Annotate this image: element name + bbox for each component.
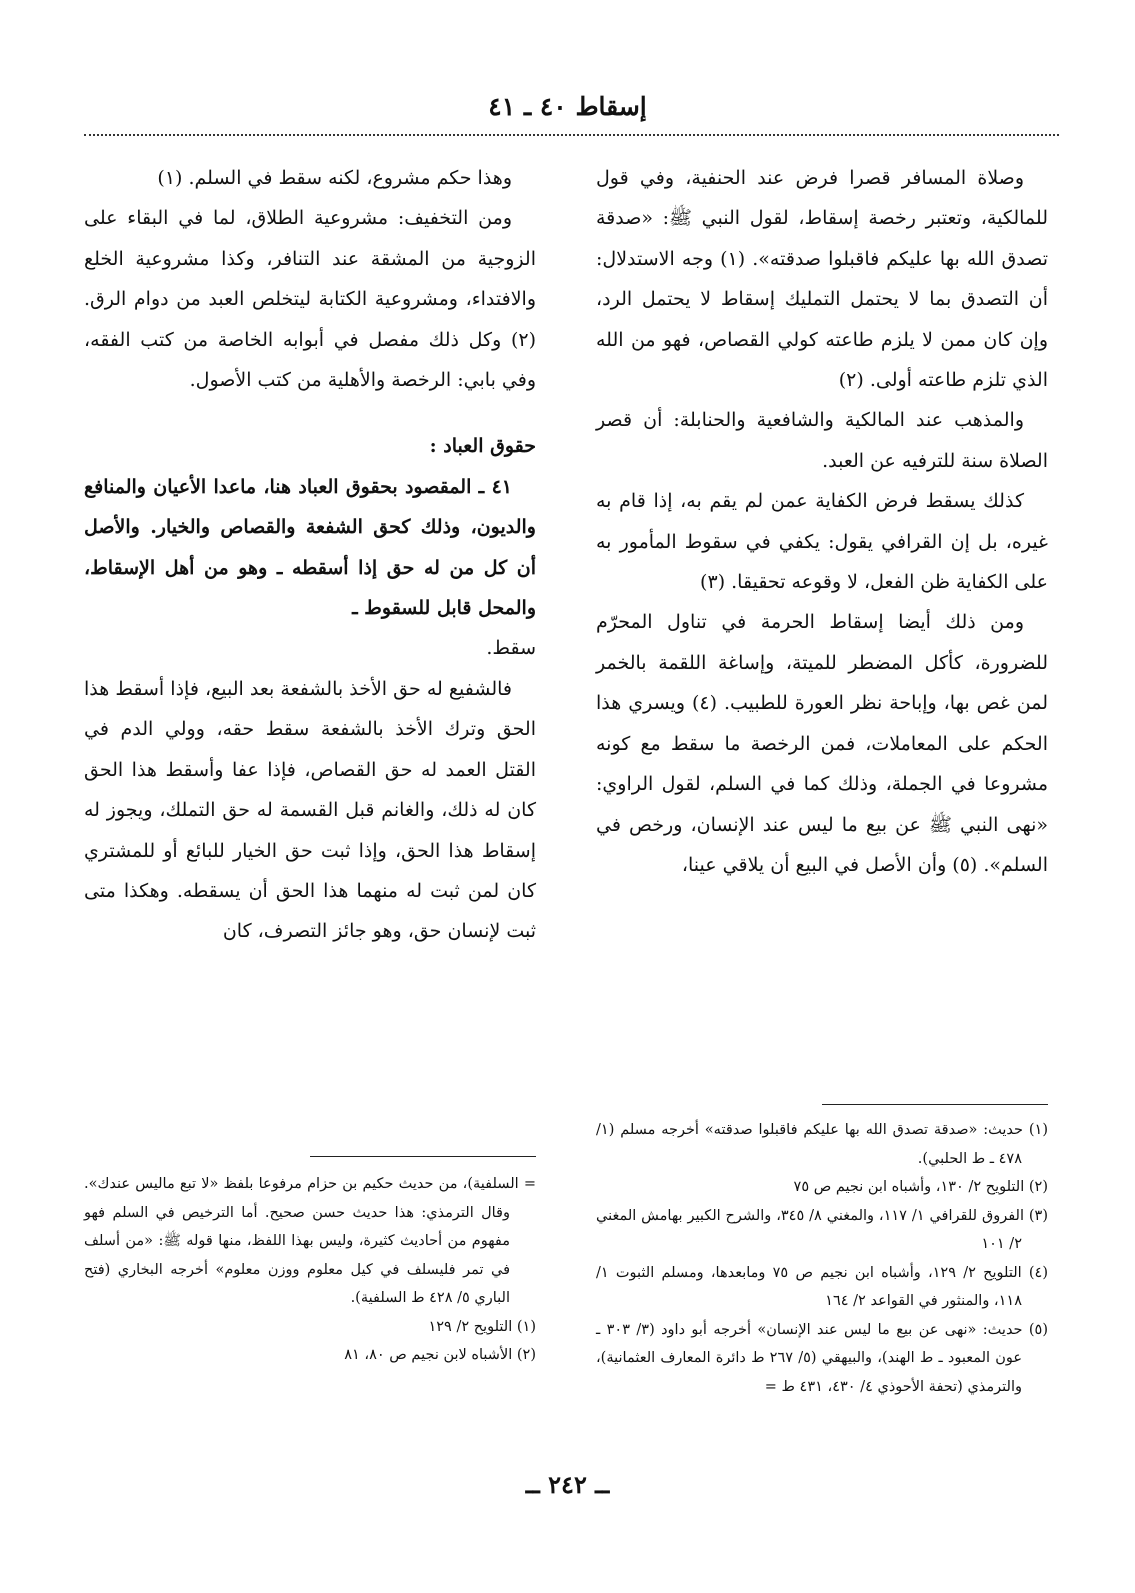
footnote: (٥) حديث: «نهى عن بيع ما ليس عند الإنسان» أخرجه أبو داود (٣/ ٣٠٣ ـ عون المعبود ـ ط الهند)، والبيهقي (٥/ ٢٦٧ ط دائرة المعارف العثمانية)، والترمذي (تحفة الأحوذي ٤/ ٤٣٠، ٤٣١ ط = (596, 1321, 1049, 1395)
left-column (84, 158, 536, 952)
paragraph: ومن التخفيف: مشروعية الطلاق، لما في البقاء على الزوجية من المشقة عند التنافر، وكذا مشروعية الخلع والافتداء، ومشروعية الكتابة ليتخلص العبد من دوام الرق. (٢) وكل ذلك مفصل في أبوابه الخاصة من كتب الفقه، وفي بابي: الرخصة والأهلية من كتب الأصول. (84, 207, 536, 392)
paragraph: وهذا حكم مشروع، لكنه سقط في السلم. (١) (157, 167, 512, 189)
section-title: حقوق العباد : (429, 435, 536, 458)
paragraph: فالشفيع له حق الأخذ بالشفعة بعد البيع، فإذا أسقط هذا الحق وترك الأخذ بالشفعة سقط حقه، وولي الدم في القتل العمد له حق القصاص، فإذا عفا وأسقط هذا الحق كان له ذلك، والغانم قبل القسمة له حق التملك، ويجوز له إسقاط هذا الحق، وإذا ثبت حق الخيار للبائع أو للمشتري كان لمن ثبت له منهما هذا الحق أن يسقطه. وهكذا متى ثبت لإنسان حق، وهو جائز التصرف، كان (84, 677, 536, 943)
running-header: إسقاط ٤٠ ـ ٤١ (488, 92, 647, 121)
footnote-rule (310, 1156, 536, 1157)
footnote-continuation: = السلفية)، من حديث حكيم بن حزام مرفوعا بلفظ «لا تبع ماليس عندك». وقال الترمذي: هذا حديث حسن صحيح. أما الترخيص في السلم فهو مفهوم من أحاديث كثيرة، وليس بهذا اللفظ، منها قوله ﷺ: «من أسلف في تمر فليسلف في كيل معلوم ووزن معلوم» أخرجه البخاري (فتح الباري ٥/ ٤٢٨ ط السلفية). (84, 1176, 536, 1306)
footnotes-right (596, 1116, 1048, 1401)
footnote: (٤) التلويح ٢/ ١٢٩، وأشباه ابن نجيم ص ٧٥ ومابعدها، ومسلم الثبوت ١/ ١١٨، والمنثور في القواعد ٢/ ١٦٤ (596, 1264, 1048, 1309)
footnote-rule (822, 1104, 1048, 1105)
paragraph: ومن ذلك أيضا إسقاط الحرمة في تناول المحرّم للضرورة، كأكل المضطر للميتة، وإساغة اللقمة بالخمر لمن غص بها، وإباحة نظر العورة للطبيب. (٤) ويسري هذا الحكم على المعاملات، فمن الرخصة ما سقط مع كونه مشروعا في الجملة، وذلك كما في السلم، لقول الراوي: «نهى النبي ﷺ عن بيع ما ليس عند الإنسان، ورخص في السلم». (٥) وأن الأصل في البيع أن يلاقي عينا، (596, 611, 1049, 876)
paragraph: كذلك يسقط فرض الكفاية عمن لم يقم به، إذا قام به غيره، بل إن القرافي يقول: يكفي في سقوط المأمور به على الكفاية ظن الفعل، لا وقوعه تحقيقا. (٣) (596, 490, 1048, 594)
footnote: (١) التلويح ٢/ ١٢٩ (428, 1318, 536, 1335)
page-number: ــ ٢٤٢ ــ (525, 1470, 610, 1499)
footnote: (٣) الفروق للقرافي ١/ ١١٧، والمغني ٨/ ٣٤٥، والشرح الكبير بهامش المغني ٢/ ١٠١ (596, 1207, 1049, 1252)
bold-paragraph: ٤١ ـ المقصود بحقوق العباد هنا، ماعدا الأعيان والمنافع والديون، وذلك كحق الشفعة والقصاص والخيار. والأصل أن كل من له حق إذا أسقطه ـ وهو من أهل الإسقاط، والمحل قابل للسقوط ـ (84, 475, 536, 620)
paragraph: والمذهب عند المالكية والشافعية والحنابلة: أن قصر الصلاة سنة للترفيه عن العبد. (596, 409, 1048, 472)
footnote: (١) حديث: «صدقة تصدق الله بها عليكم فاقبلوا صدقته» أخرجه مسلم (١/ ٤٧٨ ـ ط الحلبي). (596, 1122, 1048, 1167)
header-dotted-rule (84, 134, 1059, 136)
footnote: (٢) التلويح ٢/ ١٣٠، وأشباه ابن نجيم ص ٧٥ (793, 1179, 1048, 1195)
paragraph: وصلاة المسافر قصرا فرض عند الحنفية، وفي قول للمالكية، وتعتبر رخصة إسقاط، لقول النبي ﷺ: «صدقة تصدق الله بها عليكم فاقبلوا صدقته». (١) وجه الاستدلال: أن التصدق بما لا يحتمل التمليك إسقاط لا يحتمل الرد، وإن كان ممن لا يلزم طاعته كولي القصاص، فهو من الله الذي تلزم طاعته أولى. (٢) (596, 167, 1048, 392)
paragraph-tail: سقط. (486, 637, 536, 660)
footnote: (٢) الأشباه لابن نجيم ص ٨٠، ٨١ (344, 1347, 536, 1363)
right-column (596, 158, 1048, 885)
footnotes-left (84, 1170, 536, 1370)
